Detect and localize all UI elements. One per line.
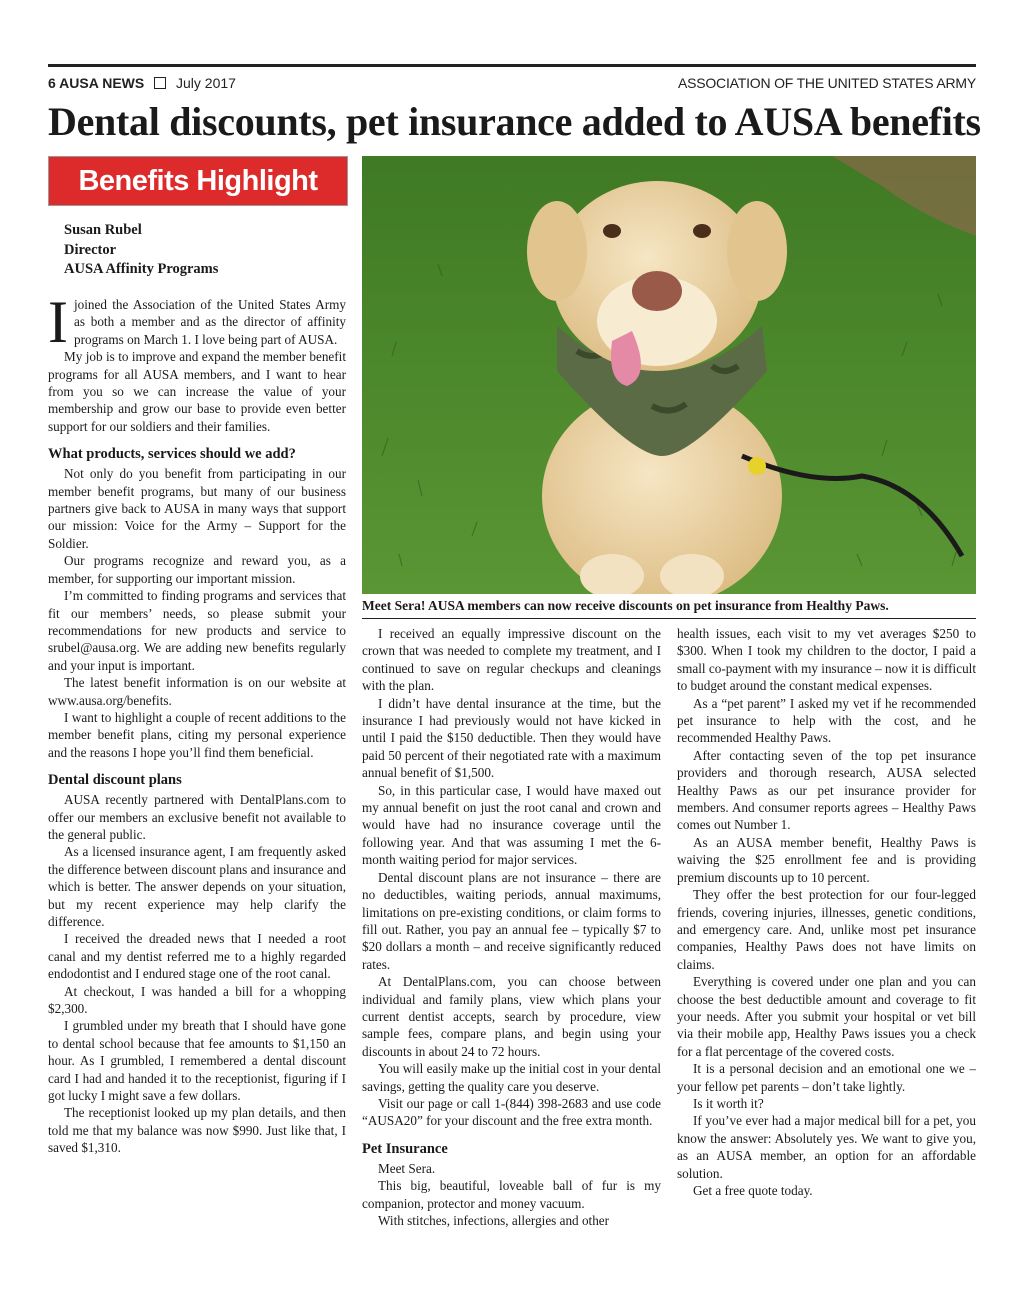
paragraph: Dental discount plans are not insurance – there are no deductibles, waiting periods, annual maximums, limitations on pre-existing conditions, or claim forms to fill out. Rather, you pay an annual fee – typically $7 to $20 dollars a month – and receive significantly reduced rates. — [362, 869, 661, 972]
dog-nose — [632, 271, 682, 311]
dog-eye-right — [693, 224, 711, 238]
photo-caption: Meet Sera! AUSA members can now receive discounts on pet insurance from Healthy Paws. — [362, 598, 889, 613]
benefits-highlight-banner: Benefits Highlight — [48, 156, 348, 206]
paragraph: As a “pet parent” I asked my vet if he recommended pet insurance to help with the cost, and he recommended Healthy Paws. — [677, 695, 976, 746]
paragraph: They offer the best protection for our four-legged friends, covering injuries, illnesses, genetic conditions, and emergency care. And, unlike most pet insurance companies, Healthy Paws does not have limits on claims. — [677, 887, 976, 972]
author-title: Director — [64, 241, 117, 258]
subhead-products: What products, services should we add? — [48, 446, 296, 463]
paragraph: This big, beautiful, loveable ball of fur is my companion, protector and money vacuum. — [362, 1178, 661, 1211]
subhead-dental: Dental discount plans — [48, 772, 182, 789]
square-bullet-icon — [154, 77, 166, 89]
paragraph: The receptionist looked up my plan details, and then told me that my balance was now $990. Just like that, I saved $1,310. — [48, 1105, 346, 1156]
page-header-left — [48, 75, 236, 91]
organization-name: ASSOCIATION OF THE UNITED STATES ARMY — [677, 75, 976, 91]
paragraph: I didn’t have dental insurance at the time, but the insurance I had previously would not have kicked in until I paid the $150 deductible. Then they would have paid 50 percent of their negotiated rate with a maximum annual benefit of $1,500. — [362, 695, 661, 781]
paragraph: I grumbled under my breath that I should have gone to dental school because that fee amounts to $1,150 an hour. As I grumbled, I remembered a dental discount card I had and handed it to the receptionist, figuring if I got lucky I might save a few dollars. — [48, 1018, 346, 1104]
article-column-1 — [48, 289, 346, 1157]
drop-cap: I — [48, 289, 68, 355]
paragraph: Everything is covered under one plan and you can choose the best deductible amount and coverage to fit your needs. After you submit your hospital or vet bill via their mobile app, Healthy Paws issues you a check for a flat percentage of the covered costs. — [677, 974, 976, 1059]
paragraph: As an AUSA member benefit, Healthy Paws is waiving the $25 enrollment fee and is providing premium discounts up to 10 percent. — [677, 834, 976, 885]
author-name: Susan Rubel — [64, 222, 142, 238]
paragraph: Our programs recognize and reward you, as a member, for supporting our important mission. — [48, 553, 346, 586]
paragraph: I received the dreaded news that I needed a root canal and my dentist referred me to a highly regarded endodontist and I endured stage one of the root canal. — [48, 931, 346, 982]
paragraph: If you’ve ever had a major medical bill for a pet, you know the answer: Absolutely yes. We want to give you, as an AUSA member, an option for an affordable solution. — [677, 1113, 976, 1181]
paragraph: Not only do you benefit from participating in our member benefit programs, but many of our business partners give back to AUSA in many ways that support our mission: Voice for the Army – Support for the Soldier. — [48, 466, 346, 551]
byline — [64, 221, 218, 280]
caption-rule — [362, 618, 976, 619]
paragraph: I received an equally impressive discount on the crown that was needed to complete my treatment, and I continued to save on regular checkups and cleanings with the plan. — [362, 626, 661, 694]
article-headline: Dental discounts, pet insurance added to AUSA benefits — [48, 99, 981, 144]
article-column-3 — [677, 625, 976, 1199]
paragraph: At DentalPlans.com, you can choose between individual and family plans, view which plans your current dentist accepts, search by procedure, view sample fees, compare plans, and begin using your discounts in about 24 to 72 hours. — [362, 974, 661, 1059]
paragraph: Is it worth it? — [693, 1095, 764, 1111]
paragraph: It is a personal decision and an emotional one we – your fellow pet parents – don’t take lightly. — [677, 1061, 976, 1094]
article-column-2 — [362, 625, 661, 1229]
paragraph: After contacting seven of the top pet insurance providers and thorough research, AUSA selected Healthy Paws as our pet insurance provider for members. And consumer reports agrees – Healthy Paws comes out Number 1. — [677, 747, 976, 833]
paragraph: AUSA recently partnered with DentalPlans.com to offer our members an exclusive benefit not available to the general public. — [48, 792, 346, 842]
subhead-pet-insurance: Pet Insurance — [362, 1140, 448, 1157]
dog-illustration — [362, 156, 976, 594]
publication-name: AUSA NEWS — [59, 75, 145, 91]
paragraph: I’m committed to finding programs and services that fit our members’ needs, so please submit your recommendations for new products and service to srubel@ausa.org. We are adding new benefits regularly and your input is important. — [48, 588, 346, 673]
paragraph: You will easily make up the initial cost in your dental savings, getting the quality care you deserve. — [362, 1061, 661, 1094]
dog-photo — [362, 156, 976, 594]
issue-date: July 2017 — [176, 75, 236, 91]
paragraph: health issues, each visit to my vet averages $250 to $300. When I took my children to the doctor, I paid a small co-payment with my insurance – now it is difficult to budget around the constant medical expenses. — [677, 626, 976, 694]
paragraph: So, in this particular case, I would have maxed out my annual benefit on just the root canal and crown and would have had no insurance coverage until the following year. And that was assuming I met the 6-month waiting period for major services. — [362, 782, 661, 868]
author-department: AUSA Affinity Programs — [64, 261, 219, 277]
dog-ear-left — [527, 201, 587, 301]
header-rule — [48, 64, 976, 67]
leash-clip — [748, 457, 766, 475]
paragraph: With stitches, infections, allergies and other — [378, 1213, 610, 1228]
paragraph: Get a free quote today. — [693, 1183, 813, 1198]
paragraph: The latest benefit information is on our website at www.ausa.org/benefits. — [48, 675, 346, 708]
dog-eye-left — [603, 224, 621, 238]
paragraph: As a licensed insurance agent, I am frequently asked the difference between discount plans and insurance and which is better. The answer depends on your situation, but my recent experience may help clarify the difference. — [48, 844, 346, 929]
intro-text: joined the Association of the United States Army as both a member and as the director of affinity programs on March 1. I love being part of AUSA. — [73, 297, 346, 347]
paragraph: Meet Sera. — [378, 1160, 436, 1176]
paragraph: Visit our page or call 1-(844) 398-2683 and use code “AUSA20” for your discount and the free extra month. — [362, 1095, 661, 1129]
page-number: 6 — [48, 75, 56, 91]
dog-ear-right — [727, 201, 787, 301]
paragraph: At checkout, I was handed a bill for a whopping $2,300. — [48, 983, 346, 1017]
paragraph: My job is to improve and expand the member benefit programs for all AUSA members, and I want to hear from you so we can increase the value of your membership and grow our base to provide even better support for our soldiers and their families. — [48, 349, 346, 434]
paragraph: I want to highlight a couple of recent additions to the member benefit plans, citing my personal experience and the reasons I hope you’ll find them beneficial. — [48, 709, 346, 760]
intro-paragraph — [48, 289, 346, 355]
